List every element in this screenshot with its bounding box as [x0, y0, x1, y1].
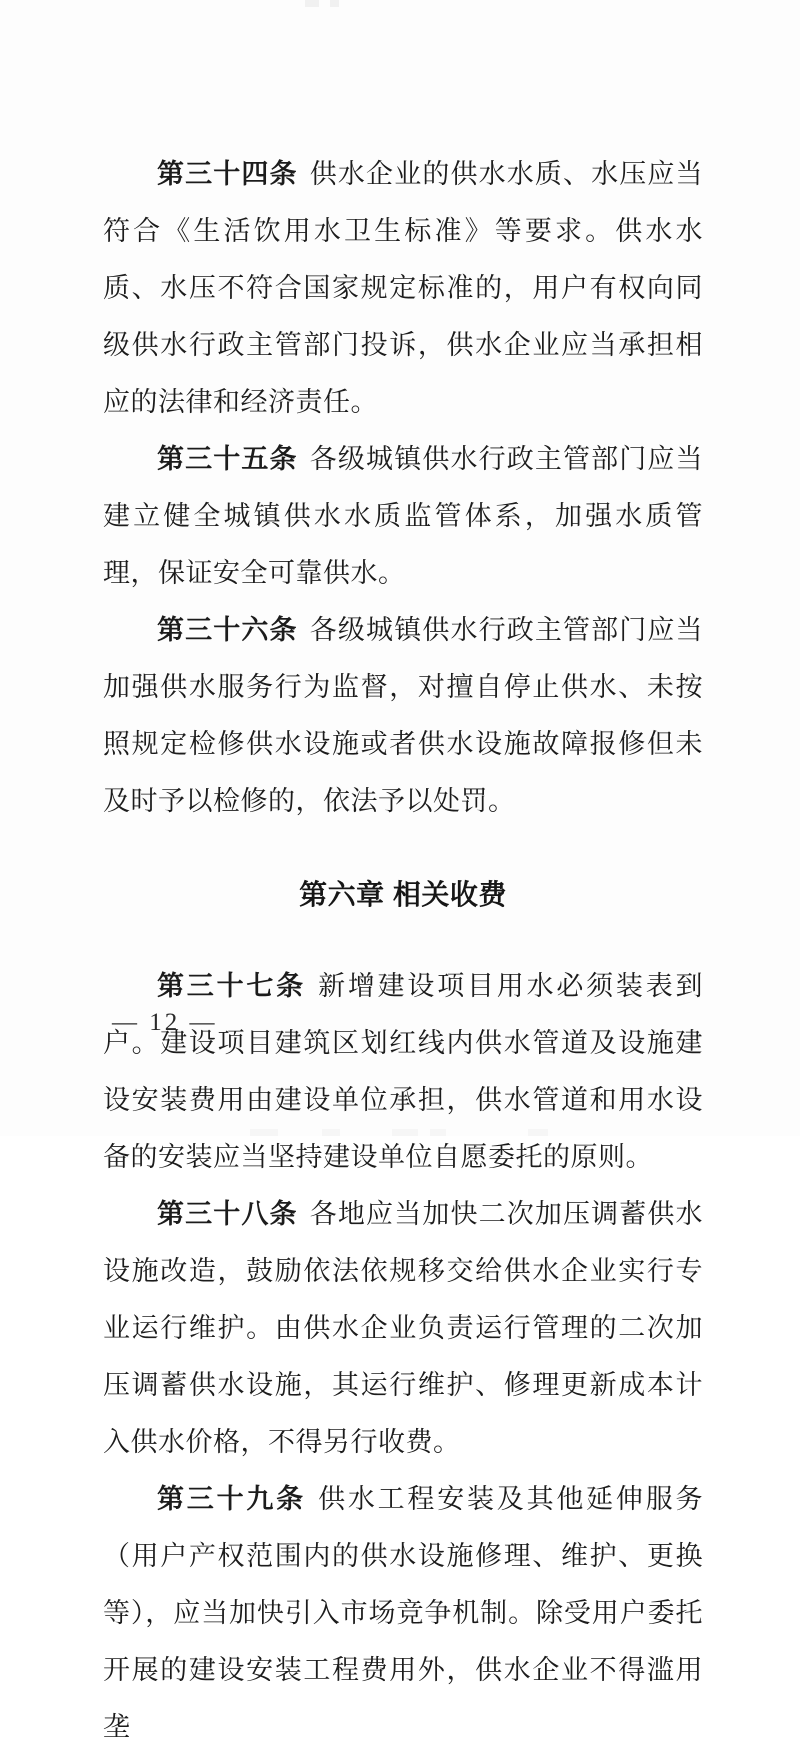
scan-artifact: [528, 1129, 548, 1136]
article-37: [103, 958, 703, 1186]
article-text: 供水工程安装及其他延伸服务（用户产权范围内的供水设施修理、维护、更换等），应当加快引入市场竞争机制。除受用户委托开展的建设安装工程费用外，供水企业不得滥用垄: [103, 1484, 704, 1742]
article-39: [103, 1471, 703, 1756]
article-number: 第三十六条: [157, 615, 298, 645]
scan-artifact: [322, 1129, 340, 1136]
scan-artifact: [305, 0, 319, 7]
chapter-heading: 第六章 相关收费: [299, 879, 507, 910]
scan-artifact: [330, 0, 339, 7]
article-number: 第三十八条: [157, 1199, 298, 1229]
body-text-block: [103, 146, 703, 1756]
article-36: [103, 602, 703, 830]
scan-artifact: [430, 1129, 446, 1136]
article-text: 各地应当加快二次加压调蓄供水设施改造，鼓励依法依规移交给供水企业实行专业运行维护。由供水企业负责运行管理的二次加压调蓄供水设施，其运行维护、修理更新成本计入供水价格，不得另行收费。: [103, 1199, 704, 1457]
article-number: 第三十七条: [157, 971, 306, 1001]
scan-artifact: [392, 1129, 418, 1136]
article-text: 各级城镇供水行政主管部门应当加强供水服务行为监督，对擅自停止供水、未按照规定检修供水设施或者供水设施故障报修但未及时予以检修的，依法予以处罚。: [103, 615, 704, 816]
article-35: [103, 431, 703, 602]
article-number: 第三十五条: [157, 444, 298, 474]
article-number: 第三十四条: [157, 159, 298, 189]
article-text: 各级城镇供水行政主管部门应当建立健全城镇供水水质监管体系，加强水质管理，保证安全可靠供水。: [103, 444, 704, 588]
article-text: 供水企业的供水水质、水压应当符合《生活饮用水卫生标准》等要求。供水水质、水压不符合国家规定标准的，用户有权向同级供水行政主管部门投诉，供水企业应当承担相应的法律和经济责任。: [103, 159, 704, 417]
article-number: 第三十九条: [157, 1484, 306, 1514]
article-text: 新增建设项目用水必须装表到户。建设项目建筑区划红线内供水管道及设施建设安装费用由建设单位承担，供水管道和用水设备的安装应当坚持建设单位自愿委托的原则。: [103, 971, 704, 1172]
article-34: [103, 146, 703, 431]
page-number: — 12 —: [112, 1009, 218, 1036]
article-38: [103, 1186, 703, 1471]
scan-artifact: [250, 1129, 278, 1136]
